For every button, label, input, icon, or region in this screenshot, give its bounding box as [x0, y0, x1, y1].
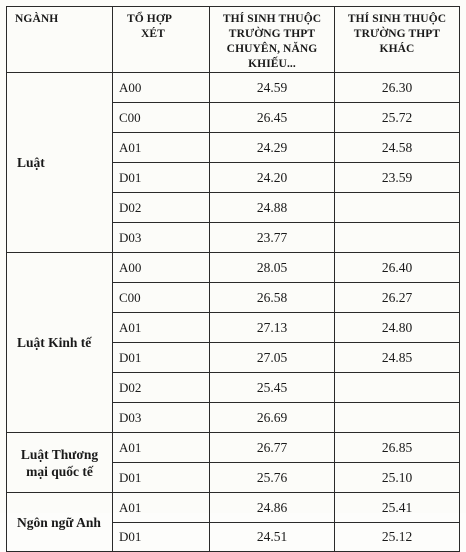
specialized-score-cell: 27.13	[210, 313, 335, 343]
other-score-cell	[335, 223, 460, 253]
other-score-cell: 26.85	[335, 433, 460, 463]
specialized-score-cell: 24.59	[210, 73, 335, 103]
specialized-score-cell: 24.51	[210, 523, 335, 552]
other-score-cell	[335, 373, 460, 403]
combination-cell: D01	[113, 163, 210, 193]
combination-cell: D01	[113, 343, 210, 373]
major-name-cell: Luật Thương mại quốc tế	[7, 433, 113, 493]
combination-cell: A00	[113, 73, 210, 103]
table-row	[7, 73, 460, 103]
specialized-score-cell: 25.45	[210, 373, 335, 403]
combination-cell: D03	[113, 223, 210, 253]
combination-cell: A00	[113, 253, 210, 283]
specialized-score-cell: 26.77	[210, 433, 335, 463]
other-score-cell: 25.10	[335, 463, 460, 493]
table-row	[7, 253, 460, 283]
header-specialized-school: THÍ SINH THUỘC TRƯỜNG THPT CHUYÊN, NĂNG KHIẾU...	[210, 7, 335, 73]
header-row	[7, 7, 460, 73]
table-row	[7, 493, 460, 523]
header-other-school: THÍ SINH THUỘC TRƯỜNG THPT KHÁC	[335, 7, 460, 73]
combination-cell: C00	[113, 283, 210, 313]
specialized-score-cell: 24.88	[210, 193, 335, 223]
other-score-cell: 25.72	[335, 103, 460, 133]
admission-score-table	[6, 6, 460, 552]
major-name-cell: Luật	[7, 73, 113, 253]
major-name-cell: Luật Kinh tế	[7, 253, 113, 433]
other-score-cell: 23.59	[335, 163, 460, 193]
combination-cell: C00	[113, 103, 210, 133]
combination-cell: D01	[113, 463, 210, 493]
table-body	[7, 73, 460, 552]
table-row	[7, 433, 460, 463]
other-score-cell: 24.85	[335, 343, 460, 373]
specialized-score-cell: 24.20	[210, 163, 335, 193]
specialized-score-cell: 26.45	[210, 103, 335, 133]
combination-cell: A01	[113, 133, 210, 163]
specialized-score-cell: 26.69	[210, 403, 335, 433]
combination-cell: D02	[113, 193, 210, 223]
other-score-cell: 26.27	[335, 283, 460, 313]
major-name-cell: Ngôn ngữ Anh	[7, 493, 113, 552]
header-major: NGÀNH	[7, 7, 113, 73]
other-score-cell	[335, 193, 460, 223]
other-score-cell: 25.12	[335, 523, 460, 552]
combination-cell: A01	[113, 313, 210, 343]
specialized-score-cell: 27.05	[210, 343, 335, 373]
combination-cell: A01	[113, 433, 210, 463]
specialized-score-cell: 25.76	[210, 463, 335, 493]
combination-cell: A01	[113, 493, 210, 523]
other-score-cell	[335, 403, 460, 433]
specialized-score-cell: 24.29	[210, 133, 335, 163]
combination-cell: D02	[113, 373, 210, 403]
other-score-cell: 24.58	[335, 133, 460, 163]
specialized-score-cell: 23.77	[210, 223, 335, 253]
other-score-cell: 26.40	[335, 253, 460, 283]
specialized-score-cell: 24.86	[210, 493, 335, 523]
other-score-cell: 25.41	[335, 493, 460, 523]
header-combination: TỔ HỢP XÉT	[113, 7, 210, 73]
specialized-score-cell: 28.05	[210, 253, 335, 283]
combination-cell: D03	[113, 403, 210, 433]
specialized-score-cell: 26.58	[210, 283, 335, 313]
combination-cell: D01	[113, 523, 210, 552]
other-score-cell: 26.30	[335, 73, 460, 103]
other-score-cell: 24.80	[335, 313, 460, 343]
